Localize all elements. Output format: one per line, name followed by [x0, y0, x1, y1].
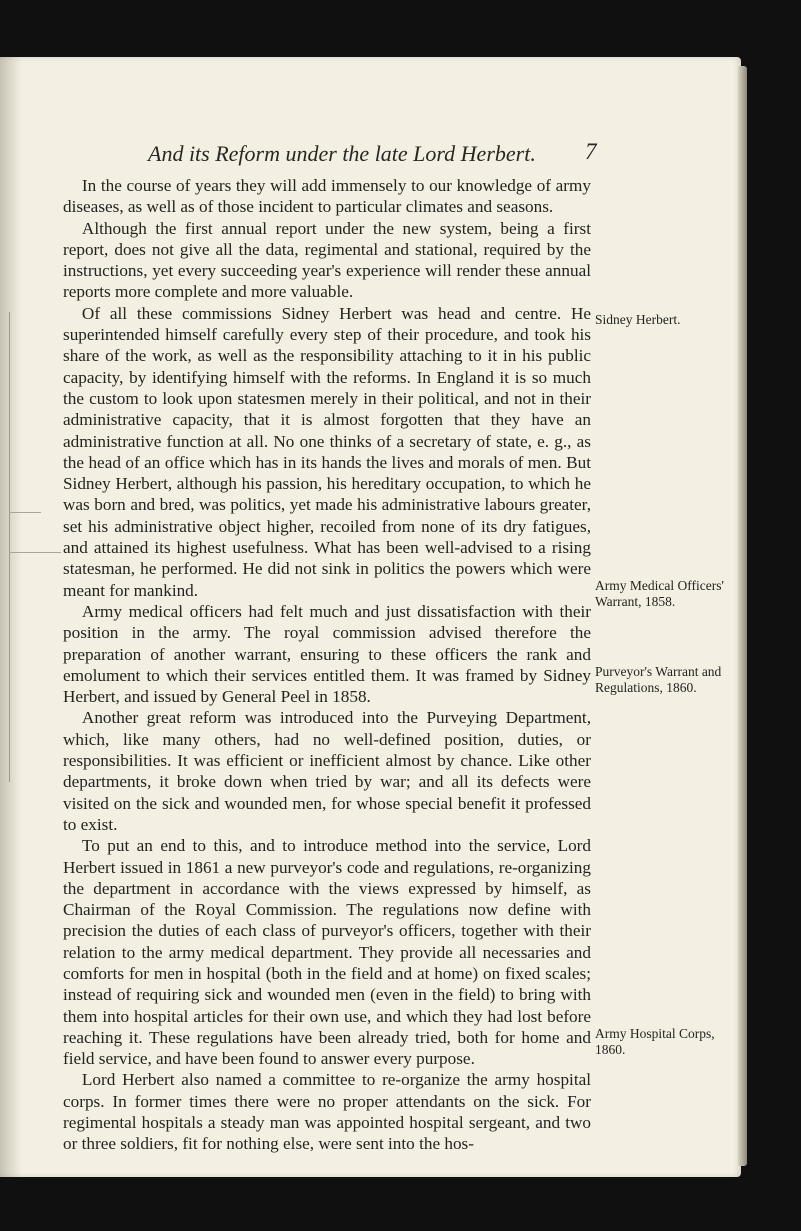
body-text: [63, 175, 591, 1155]
paragraph: Of all these commissions Sidney Herbert was head and centre. He superintended himself carefully every step of their procedure, and took his share of the work, as well as the responsibility attaching to it in his public capacity, by identifying himself with the reforms. In England it is so much the custom to look upon statesmen merely in their political, and not in their administrative capacity, that it is almost forgotten that they have an administrative function at all. No one thinks of a secretary of state, e. g., as the head of an office which has in its hands the lives and morals of men. But Sidney Herbert, although his passion, his hereditary occupation, to which he was born and bred, was politics, yet made his administrative labours greater, set his administrative object higher, recoiled from none of its dry fatigues, and attained its highest usefulness. What has been well-advised to a rising statesman, he performed. He did not sink in politics the powers which were meant for mankind.: [63, 303, 591, 600]
binding-shadow: [0, 57, 22, 1177]
running-title: And its Reform under the late Lord Herbert.: [148, 141, 536, 166]
page-number: 7: [585, 139, 597, 164]
paragraph: Although the first annual report under the new system, being a first report, does not give all the data, regimental and stational, required by the instructions, yet every succeeding year's experience will render these annual reports more complete and more valuable.: [63, 218, 591, 302]
margin-pencil-tick: [9, 512, 41, 513]
paragraph: Another great reform was introduced into the Purveying Department, which, like many others, had no well-defined position, duties, or responsibilities. It was efficient or inefficient almost by chance. Like other departments, it broke down when tried by war; and all its defects were visited on the sick and wounded men, for whose special benefit it professed to exist.: [63, 708, 591, 834]
margin-pencil-line: [9, 312, 10, 782]
margin-pencil-tick: [9, 552, 61, 553]
margin-note-hospital-corps: Army Hospital Corps, 1860.: [595, 1026, 715, 1057]
paragraph: To put an end to this, and to introduce method into the service, Lord Herbert issued in 1861 a new purveyor's code and regulations, re-organizing the department in accordance with the views expressed by himself, as Chairman of the Royal Commission. The regulations now define with precision the duties of each class of purveyor's officers, together with their relation to the army medical department. They provide all necessaries and comforts for men in hospital (both in the field and at home) on fixed scales; instead of requiring sick and wounded men (even in the field) to bring with them into hospital articles for their own use, and which they had lost before reaching it. These regulations have been already tried, both for home and field service, and have been found to answer every purpose.: [63, 836, 591, 1069]
paragraph: In the course of years they will add immensely to our knowledge of army diseases, as well as of those incident to particular climates and seasons.: [63, 176, 591, 217]
paragraph: Lord Herbert also named a committee to re-organize the army hospital corps. In former times there were no proper attendants on the sick. For regimental hospitals a steady man was appointed hospital sergeant, and two or three soldiers, fit for nothing else, were sent into the hos-: [63, 1070, 591, 1154]
page-edge: [738, 66, 747, 1166]
margin-note-medical-warrant: Army Medical Officers' Warrant, 1858.: [595, 578, 724, 609]
margin-note-purveyor-warrant: Purveyor's Warrant and Regulations, 1860.: [595, 664, 722, 695]
paragraph: Army medical officers had felt much and just dissatisfaction with their position in the army. The royal commission advised therefore the preparation of another warrant, ensuring to these officers the rank and emolument to which their services entitled them. It was framed by Sidney Herbert, and issued by General Peel in 1858.: [63, 601, 591, 707]
margin-note-sidney-herbert: Sidney Herbert.: [595, 312, 681, 327]
